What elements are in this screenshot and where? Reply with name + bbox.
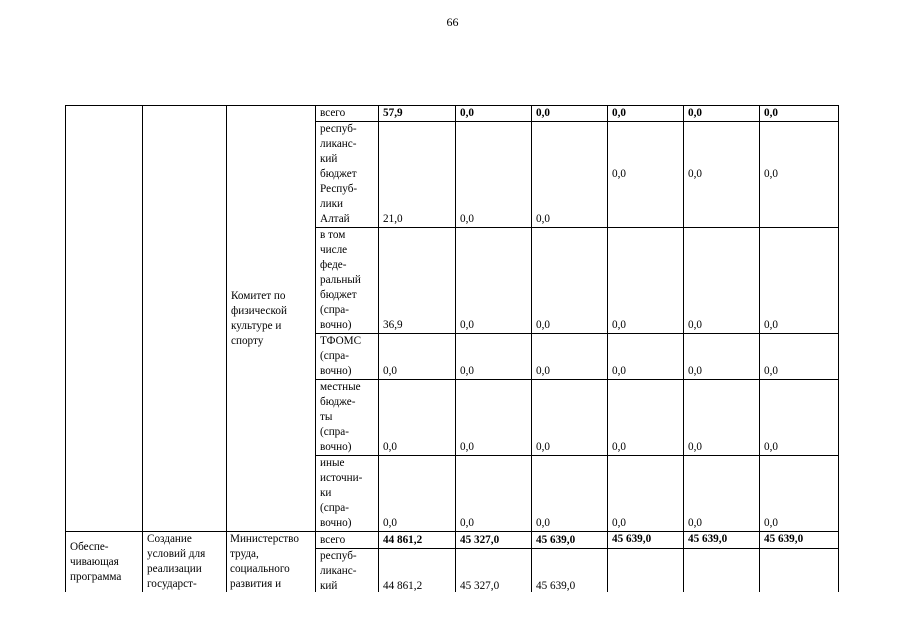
text-line: спорту (231, 334, 264, 347)
source-cell (316, 380, 379, 456)
responsible-cell (227, 106, 316, 532)
text-line: числе (320, 244, 348, 256)
text-line: Комитет по (231, 289, 286, 302)
value-cell: 0,0 (760, 228, 839, 334)
value-cell: 0,0 (456, 334, 532, 380)
text-line: в том (320, 229, 346, 241)
value-cell: 0,0 (608, 380, 684, 456)
value-cell (608, 549, 684, 593)
value-cell: 0,0 (608, 106, 684, 122)
name-cell (143, 106, 227, 532)
source-cell (316, 456, 379, 532)
text-line: культуре и (231, 319, 282, 332)
status-cell (66, 532, 143, 593)
value-cell: 0,0 (456, 228, 532, 334)
value-cell: 0,0 (608, 122, 684, 228)
text-line: феде- (320, 259, 347, 271)
text-line: государст- (147, 578, 197, 590)
text-line: вочно) (320, 441, 352, 453)
text-line: бюджет (320, 289, 357, 301)
value-cell: 45 639,0 (532, 549, 608, 593)
text-line: вочно) (320, 517, 352, 529)
value-cell: 44 861,2 (379, 532, 456, 549)
text-line: всего (320, 107, 346, 119)
value-cell: 0,0 (608, 228, 684, 334)
text-line: респуб- (320, 123, 357, 135)
text-line: реализации (147, 563, 202, 575)
value-cell: 0,0 (760, 456, 839, 532)
text-line: вочно) (320, 365, 352, 377)
value-cell (684, 549, 760, 593)
value-cell: 0,0 (379, 456, 456, 532)
text-line: социального (230, 563, 290, 575)
source-cell (316, 549, 379, 593)
value-cell: 0,0 (532, 334, 608, 380)
table-row (66, 106, 839, 122)
text-line: местные (320, 381, 361, 393)
table-row (66, 532, 839, 549)
value-cell: 21,0 (379, 122, 456, 228)
value-cell: 0,0 (379, 334, 456, 380)
text-line: (спра- (320, 502, 349, 514)
text-line: ликанс- (320, 138, 357, 150)
budget-table (65, 105, 839, 592)
value-cell: 0,0 (684, 380, 760, 456)
text-line: иные (320, 457, 345, 469)
value-cell: 45 639,0 (608, 532, 684, 549)
value-cell: 0,0 (608, 456, 684, 532)
value-cell: 0,0 (456, 456, 532, 532)
value-cell: 0,0 (456, 122, 532, 228)
value-cell: 0,0 (684, 456, 760, 532)
responsible-cell (227, 532, 316, 593)
source-cell (316, 106, 379, 122)
page-number: 66 (446, 15, 459, 29)
text-line: лики (320, 198, 343, 210)
value-cell: 57,9 (379, 106, 456, 122)
text-line: Респуб- (320, 183, 358, 195)
value-cell: 0,0 (379, 380, 456, 456)
text-line: чивающая (70, 556, 119, 568)
value-cell: 0,0 (456, 106, 532, 122)
value-cell: 45 327,0 (456, 532, 532, 549)
value-cell: 0,0 (760, 106, 839, 122)
value-cell: 0,0 (684, 334, 760, 380)
text-line: респуб- (320, 550, 357, 562)
table-body (66, 106, 839, 593)
source-cell (316, 334, 379, 380)
value-cell: 0,0 (532, 106, 608, 122)
text-line: (спра- (320, 350, 349, 362)
text-line: Министерство (230, 533, 299, 545)
value-cell: 0,0 (532, 228, 608, 334)
text-line: программа (70, 571, 122, 583)
value-cell (760, 549, 839, 593)
text-line: (спра- (320, 426, 349, 438)
text-line: физической (231, 304, 287, 317)
text-line: вочно) (320, 319, 352, 331)
text-line: всего (320, 534, 346, 546)
text-line: источни- (320, 472, 363, 484)
text-line: (спра- (320, 304, 349, 316)
value-cell: 45 327,0 (456, 549, 532, 593)
value-cell: 45 639,0 (532, 532, 608, 549)
value-cell: 0,0 (684, 228, 760, 334)
text-line: Создание (147, 533, 192, 545)
name-cell (143, 532, 227, 593)
value-cell: 0,0 (532, 456, 608, 532)
text-line: развития и (230, 578, 282, 590)
value-cell: 0,0 (532, 380, 608, 456)
text-line: ки (320, 487, 332, 499)
status-cell (66, 106, 143, 532)
text-line: Обеспе- (70, 541, 109, 553)
value-cell: 45 639,0 (684, 532, 760, 549)
value-cell: 0,0 (760, 122, 839, 228)
source-cell (316, 532, 379, 549)
text-line: ТФОМС (320, 335, 362, 347)
text-line: кий (320, 153, 338, 165)
text-line: бюджет (320, 168, 357, 180)
source-cell (316, 228, 379, 334)
text-line: ликанс- (320, 565, 357, 577)
value-cell: 44 861,2 (379, 549, 456, 593)
value-cell: 0,0 (532, 122, 608, 228)
text-line: бюдже- (320, 396, 356, 408)
value-cell: 45 639,0 (760, 532, 839, 549)
value-cell: 0,0 (608, 334, 684, 380)
value-cell: 0,0 (760, 334, 839, 380)
value-cell: 0,0 (456, 380, 532, 456)
text-line: кий (320, 580, 338, 592)
text-line: ты (320, 411, 333, 423)
value-cell: 0,0 (760, 380, 839, 456)
value-cell: 0,0 (684, 106, 760, 122)
text-line: условий для (147, 548, 206, 560)
text-line: труда, (230, 548, 259, 560)
value-cell: 0,0 (684, 122, 760, 228)
value-cell: 36,9 (379, 228, 456, 334)
source-cell (316, 122, 379, 228)
text-line: ральный (320, 274, 361, 286)
text-line: Алтай (320, 213, 350, 225)
